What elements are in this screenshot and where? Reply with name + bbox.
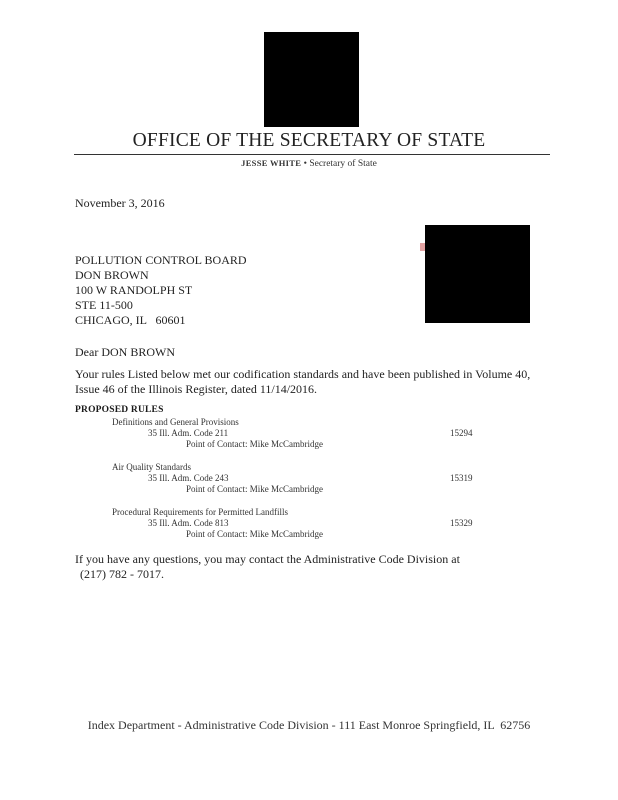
closing-paragraph <box>75 552 460 582</box>
rule-page: 15319 <box>450 473 473 483</box>
separator-dot: • <box>303 159 307 169</box>
recipient-city: CHICAGO, IL 60601 <box>75 313 186 327</box>
recipient-org: POLLUTION CONTROL BOARD <box>75 253 247 267</box>
rule-title: Procedural Requirements for Permitted Landfills <box>112 507 288 517</box>
salutation: Dear DON BROWN <box>75 345 175 359</box>
intro-paragraph <box>75 367 555 397</box>
rule-page: 15329 <box>450 518 473 528</box>
secretary-name: JESSE WHITE <box>241 158 302 168</box>
recipient-address <box>75 253 247 328</box>
footer-address: Index Department - Administrative Code Division - 111 East Monroe Springfield, IL 62756 <box>87 718 531 732</box>
redacted-block <box>425 225 530 323</box>
recipient-street: 100 W RANDOLPH ST <box>75 283 193 297</box>
rule-code: 35 Ill. Adm. Code 813 <box>148 518 229 528</box>
section-heading: PROPOSED RULES <box>75 405 164 415</box>
rule-title: Definitions and General Provisions <box>112 417 239 427</box>
rule-title: Air Quality Standards <box>112 462 191 472</box>
rule-code: 35 Ill. Adm. Code 243 <box>148 473 229 483</box>
closing-line-1: If you have any questions, you may contact the Administrative Code Division at <box>75 552 460 566</box>
intro-line-1: Your rules Listed below met our codification standards and have been published in Volume 40, <box>75 367 531 381</box>
title-divider <box>74 154 550 155</box>
rule-entry <box>0 417 618 457</box>
rule-code: 35 Ill. Adm. Code 211 <box>148 428 229 438</box>
rule-contact: Point of Contact: Mike McCambridge <box>186 529 323 539</box>
rule-entry <box>0 507 618 547</box>
recipient-suite: STE 11-500 <box>75 298 133 312</box>
secretary-role: Secretary of State <box>309 159 377 169</box>
intro-line-2: Issue 46 of the Illinois Register, dated 11/14/2016. <box>75 382 318 396</box>
recipient-name: DON BROWN <box>75 268 149 282</box>
rule-entry <box>0 462 618 502</box>
secretary-line <box>0 158 618 169</box>
phone-number: (217) 782 - 7017. <box>80 567 164 581</box>
redacted-seal <box>264 32 359 127</box>
rule-contact: Point of Contact: Mike McCambridge <box>186 439 323 449</box>
office-title: OFFICE OF THE SECRETARY OF STATE <box>132 130 486 151</box>
rule-contact: Point of Contact: Mike McCambridge <box>186 484 323 494</box>
letter-date: November 3, 2016 <box>75 196 165 210</box>
rule-page: 15294 <box>450 428 473 438</box>
